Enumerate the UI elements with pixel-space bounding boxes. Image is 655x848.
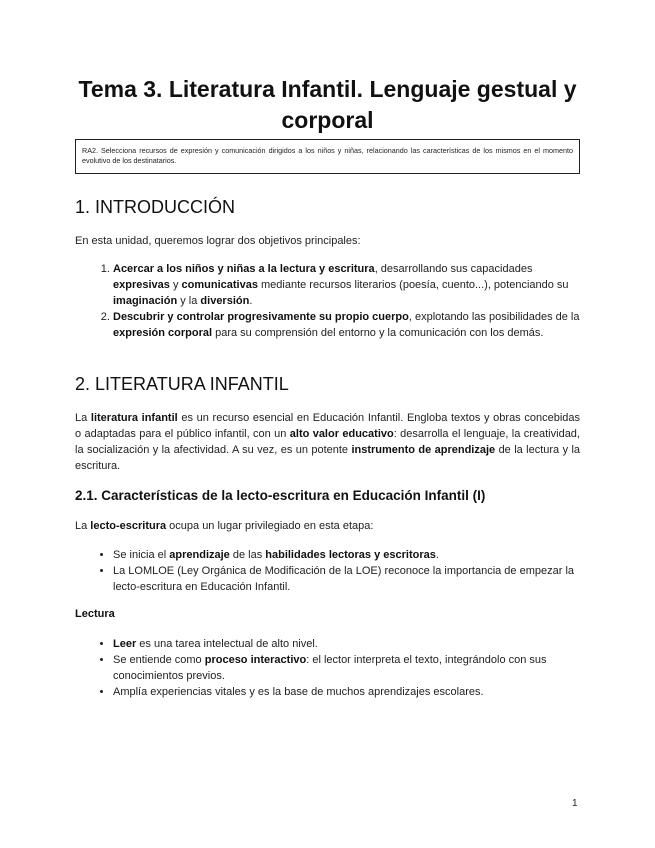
literatura-paragraph: La literatura infantil es un recurso esencial en Educación Infantil. Engloba textos y obras concebidas o adaptadas para el público infantil, con un alto valor educativo: desarrolla el lenguaje, la creatividad, la socialización y la afectividad. A su vez, es un potente instrumento de aprendizaje de la lectura y la escritura.: [75, 412, 581, 472]
list-item: • La LOMLOE (Ley Orgánica de Modificación de la LOE) reconoce la importancia de empezar la lecto-escritura en Educación Infantil.: [113, 563, 580, 595]
list-item: • Se entiende como proceso interactivo: el lector interpreta el texto, integrándolo con sus conocimientos previos.: [113, 652, 580, 684]
lectura-heading: Lectura: [75, 608, 115, 620]
intro-paragraph: En esta unidad, queremos lograr dos objetivos principales:: [75, 235, 361, 247]
page-number: 1: [572, 798, 578, 809]
list-item: 1. Acercar a los niños y niñas a la lectura y escritura, desarrollando sus capacidades expresivas y comunicativas mediante recursos literarios (poesía, cuento...), potenciando su imaginación y la diversión.: [113, 261, 580, 309]
learning-outcome-box: RA2. Selecciona recursos de expresión y comunicación dirigidos a los niños y niñas, relacionando las características de los mismos en el momento evolutivo de los destinatarios.: [75, 139, 580, 174]
lectura-bullets: [75, 636, 580, 700]
section-heading-introduccion: 1. INTRODUCCIÓN: [75, 197, 236, 217]
lecto-escritura-bullets: [75, 547, 580, 595]
objectives-list: [75, 261, 580, 341]
list-item: • Se inicia el aprendizaje de las habilidades lectoras y escritoras.: [113, 547, 580, 563]
list-item: • Leer es una tarea intelectual de alto nivel.: [113, 636, 580, 652]
list-item: • Amplía experiencias vitales y es la base de muchos aprendizajes escolares.: [113, 684, 580, 700]
lecto-escritura-paragraph: La lecto-escritura ocupa un lugar privilegiado en esta etapa:: [75, 520, 374, 532]
subsection-heading-caracteristicas: 2.1. Características de la lecto-escritura en Educación Infantil (I): [75, 488, 486, 503]
page-title: Tema 3. Literatura Infantil. Lenguaje gestual y corporal: [78, 76, 577, 133]
section-heading-literatura-infantil: 2. LITERATURA INFANTIL: [75, 374, 289, 394]
list-item: 2. Descubrir y controlar progresivamente su propio cuerpo, explotando las posibilidades de la expresión corporal para su comprensión del entorno y la comunicación con los demás.: [113, 309, 580, 341]
